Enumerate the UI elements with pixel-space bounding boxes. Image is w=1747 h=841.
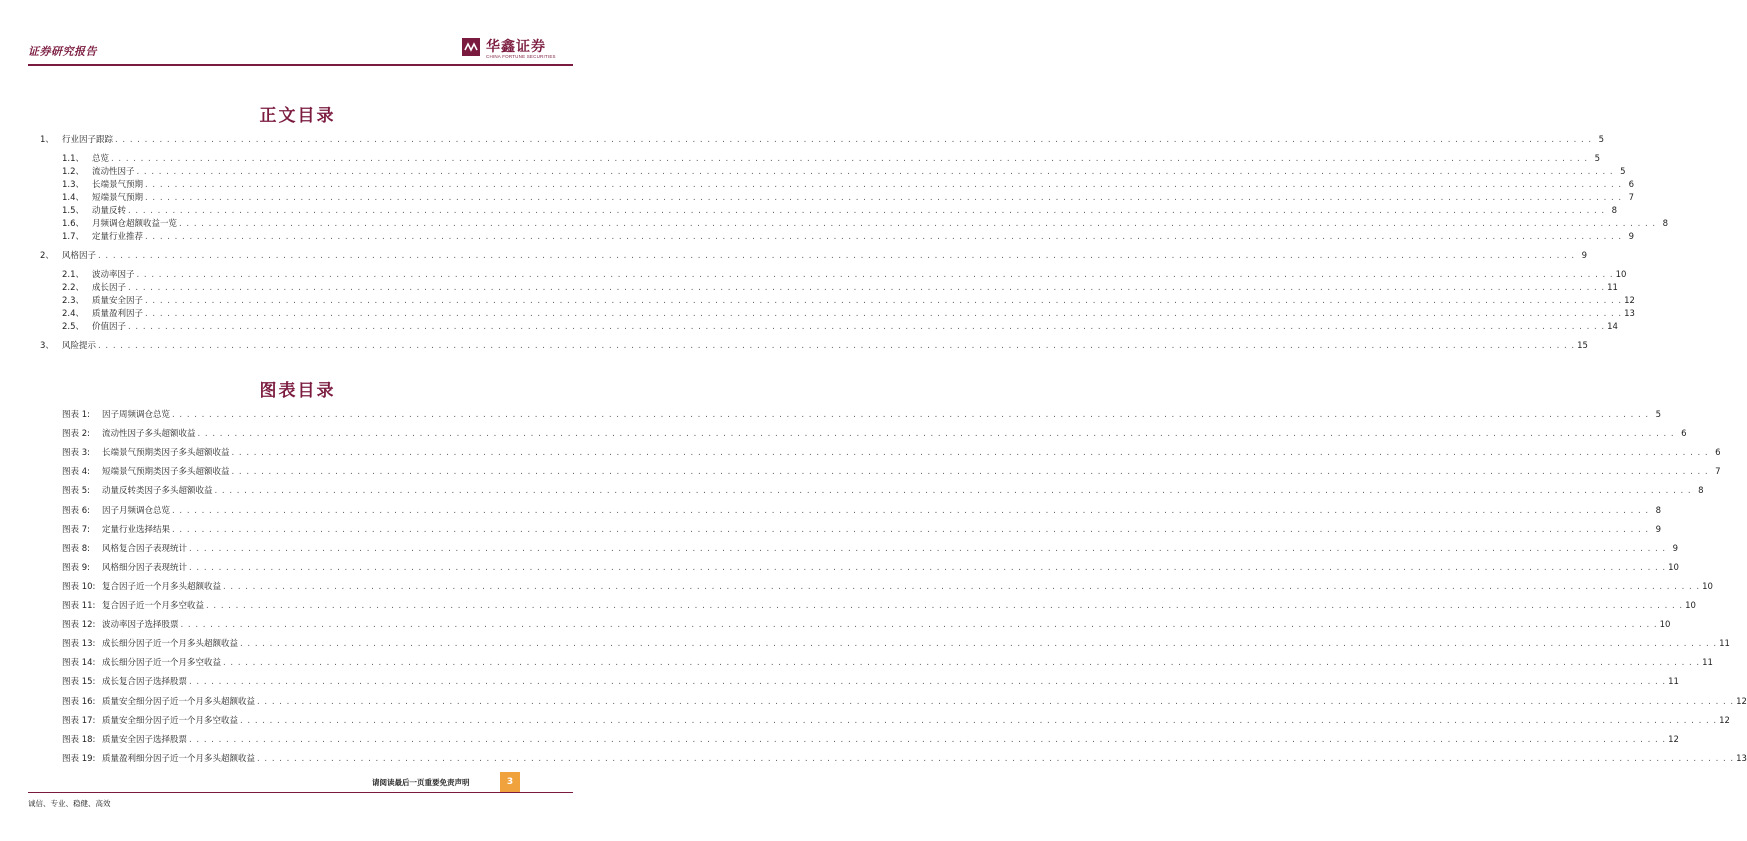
figure-entry-label: 定量行业选择结果 (102, 524, 171, 535)
toc-leader-dots: . . . . . . . . . . . . . . . . . . . . . . . . . . . . . . . . . . . . . . . . . . . . . . . . . . . . . . . . . . . . . . . . . . . . . . . . . . . . . . . . . . . . . . . . . . . . . . . . . . . . . . . . . . . . . . . . . . . . . . . . . . . . . . . . . . . . . . . . . . . . . . . . . . . . . . . . . . . . . . . . . . . . . . . . . . . . . . . . . . . . . . . . . . . . . . . . . . . . . . . . (98, 341, 1576, 351)
toc-entry-page: 5 (1620, 167, 1626, 177)
toc-entry-page: 5 (1594, 154, 1601, 164)
toc-entry-number: 1.2、 (62, 167, 85, 177)
company-logo (462, 36, 572, 64)
toc-entry[interactable] (62, 165, 1626, 177)
figure-entry-label: 成长细分因子近一个月多头超额收益 (102, 639, 239, 650)
toc-entry-label: 波动率因子 (92, 270, 135, 280)
figure-leader-dots: . . . . . . . . . . . . . . . . . . . . . . . . . . . . . . . . . . . . . . . . . . . . . . . . . . . . . . . . . . . . . . . . . . . . . . . . . . . . . . . . . . . . . . . . . . . . . . . . . . . . . . . . . . . . . . . . . . . . . . . . . . . . . . . . . . . . . . . . . . . . . . . . . . . . . . . . . . . . . . . . . . . . . . . . . . . . . . . . . . . . . . . . . . . . . . . . . . . . . . . . (257, 696, 1735, 707)
toc-leader-dots: . . . . . . . . . . . . . . . . . . . . . . . . . . . . . . . . . . . . . . . . . . . . . . . . . . . . . . . . . . . . . . . . . . . . . . . . . . . . . . . . . . . . . . . . . . . . . . . . . . . . . . . . . . . . . . . . . . . . . . . . . . . . . . . . . . . . . . . . . . . . . . . . . . . . . . . . . . . . . . . . . . . . . . . . . . . . . . . . . . . . . . . . . . . . . . . . . . . . . . . . (98, 251, 1576, 261)
toc-entry-number: 1.4、 (62, 193, 85, 203)
toc-entry[interactable] (62, 178, 1635, 190)
figure-entry-label: 质量盈利细分因子近一个月多头超额收益 (102, 753, 256, 764)
figure-entry[interactable] (62, 504, 1662, 516)
figure-entry-page: 10 (1659, 620, 1671, 631)
figure-entry-label: 风格细分因子表现统计 (102, 562, 188, 573)
figure-list-title: 图表目录 (259, 381, 336, 401)
toc-entry[interactable] (62, 268, 1627, 280)
figure-leader-dots: . . . . . . . . . . . . . . . . . . . . . . . . . . . . . . . . . . . . . . . . . . . . . . . . . . . . . . . . . . . . . . . . . . . . . . . . . . . . . . . . . . . . . . . . . . . . . . . . . . . . . . . . . . . . . . . . . . . . . . . . . . . . . . . . . . . . . . . . . . . . . . . . . . . . . . . . . . . . . . . . . . . . . . . . . . . . . . . . . . . . . . . . . . . . . . . . . . . . . . . . (231, 467, 1709, 478)
figure-entry-number: 图表 15: (62, 677, 96, 688)
figure-entry-label: 质量安全因子选择股票 (102, 734, 188, 745)
toc-entry-number: 2.1、 (62, 270, 85, 280)
toc-entry-label: 行业因子跟踪 (62, 135, 114, 145)
page-number-badge: 3 (500, 772, 520, 792)
toc-entry-page: 5 (1598, 135, 1605, 145)
company-slogan: 诚信、专业、稳健、高效 (28, 799, 111, 808)
figure-entry[interactable] (62, 733, 1679, 745)
toc-entry[interactable] (40, 339, 1588, 351)
figure-entry-number: 图表 4: (62, 467, 90, 478)
toc-entry-label: 质量安全因子 (92, 296, 144, 306)
toc-entry[interactable] (62, 281, 1618, 293)
figure-leader-dots: . . . . . . . . . . . . . . . . . . . . . . . . . . . . . . . . . . . . . . . . . . . . . . . . . . . . . . . . . . . . . . . . . . . . . . . . . . . . . . . . . . . . . . . . . . . . . . . . . . . . . . . . . . . . . . . . . . . . . . . . . . . . . . . . . . . . . . . . . . . . . . . . . . . . . . . . . . . . . . . . . . . . . . . . . . . . . . . . . . . . . . . . . . . . . . . . . . . . . . . . (189, 677, 1667, 688)
figure-entry-page: 5 (1655, 410, 1662, 420)
figure-leader-dots: . . . . . . . . . . . . . . . . . . . . . . . . . . . . . . . . . . . . . . . . . . . . . . . . . . . . . . . . . . . . . . . . . . . . . . . . . . . . . . . . . . . . . . . . . . . . . . . . . . . . . . . . . . . . . . . . . . . . . . . . . . . . . . . . . . . . . . . . . . . . . . . . . . . . . . . . . . . . . . . . . . . . . . . . . . . . . . . . . . . . . . . . . . . . . . . . . . . . . . . . (240, 715, 1718, 726)
figure-entry-number: 图表 12: (62, 620, 96, 631)
toc-entry[interactable] (40, 249, 1588, 261)
toc-entry-page: 11 (1607, 283, 1618, 293)
toc-entry[interactable] (62, 294, 1635, 306)
figure-entry[interactable] (62, 465, 1721, 478)
toc-leader-dots: . . . . . . . . . . . . . . . . . . . . . . . . . . . . . . . . . . . . . . . . . . . . . . . . . . . . . . . . . . . . . . . . . . . . . . . . . . . . . . . . . . . . . . . . . . . . . . . . . . . . . . . . . . . . . . . . . . . . . . . . . . . . . . . . . . . . . . . . . . . . . . . . . . . . . . . . . . . . . . . . . . . . . . . . . . . . . . . . . . . . . . . . . . . . . . . . . . . . . . . . (145, 193, 1623, 203)
toc-entry[interactable] (62, 217, 1669, 229)
toc-entry-label: 风险提示 (62, 341, 97, 351)
toc-entry-number: 2.4、 (62, 309, 85, 319)
figure-entry-label: 动量反转类因子多头超额收益 (102, 486, 213, 497)
toc-entry-number: 2、 (40, 251, 54, 261)
figure-leader-dots: . . . . . . . . . . . . . . . . . . . . . . . . . . . . . . . . . . . . . . . . . . . . . . . . . . . . . . . . . . . . . . . . . . . . . . . . . . . . . . . . . . . . . . . . . . . . . . . . . . . . . . . . . . . . . . . . . . . . . . . . . . . . . . . . . . . . . . . . . . . . . . . . . . . . . . . . . . . . . . . . . . . . . . . . . . . . . . . . . . . . . . . . . . . . . . . . . . . . . . . . (189, 543, 1667, 554)
figure-entry-label: 因子周频调仓总览 (102, 410, 171, 420)
figure-entry-number: 图表 5: (62, 486, 90, 497)
figure-entry[interactable] (62, 675, 1679, 688)
figure-entry-page: 12 (1668, 734, 1679, 745)
figure-leader-dots: . . . . . . . . . . . . . . . . . . . . . . . . . . . . . . . . . . . . . . . . . . . . . . . . . . . . . . . . . . . . . . . . . . . . . . . . . . . . . . . . . . . . . . . . . . . . . . . . . . . . . . . . . . . . . . . . . . . . . . . . . . . . . . . . . . . . . . . . . . . . . . . . . . . . . . . . . . . . . . . . . . . . . . . . . . . . . . . . . . . . . . . . . . . . . . . . . . . . . . . . (189, 562, 1667, 573)
toc-entry[interactable] (62, 307, 1635, 319)
toc-leader-dots: . . . . . . . . . . . . . . . . . . . . . . . . . . . . . . . . . . . . . . . . . . . . . . . . . . . . . . . . . . . . . . . . . . . . . . . . . . . . . . . . . . . . . . . . . . . . . . . . . . . . . . . . . . . . . . . . . . . . . . . . . . . . . . . . . . . . . . . . . . . . . . . . . . . . . . . . . . . . . . . . . . . . . . . . . . . . . . . . . . . . . . . . . . . . . . . . . . . . . . . . (128, 206, 1606, 216)
toc-entry-label: 长端景气预期 (92, 180, 144, 190)
figure-leader-dots: . . . . . . . . . . . . . . . . . . . . . . . . . . . . . . . . . . . . . . . . . . . . . . . . . . . . . . . . . . . . . . . . . . . . . . . . . . . . . . . . . . . . . . . . . . . . . . . . . . . . . . . . . . . . . . . . . . . . . . . . . . . . . . . . . . . . . . . . . . . . . . . . . . . . . . . . . . . . . . . . . . . . . . . . . . . . . . . . . . . . . . . . . . . . . . . . . . . . . . . . (223, 581, 1701, 592)
toc-entry-label: 流动性因子 (92, 167, 135, 177)
figure-entry-number: 图表 1: (62, 410, 90, 420)
figure-entry-page: 10 (1685, 601, 1696, 611)
toc-entry[interactable] (62, 320, 1618, 332)
figure-entry-label: 复合因子近一个月多空收益 (102, 601, 205, 611)
toc-entry-label: 短端景气预期 (92, 193, 144, 203)
toc-entry-label: 月频调仓超额收益一览 (92, 219, 178, 229)
figure-entry-label: 质量安全细分因子近一个月多头超额收益 (102, 696, 256, 707)
toc-entry-number: 1.1、 (62, 154, 85, 164)
toc-title: 正文目录 (259, 106, 336, 126)
toc-leader-dots: . . . . . . . . . . . . . . . . . . . . . . . . . . . . . . . . . . . . . . . . . . . . . . . . . . . . . . . . . . . . . . . . . . . . . . . . . . . . . . . . . . . . . . . . . . . . . . . . . . . . . . . . . . . . . . . . . . . . . . . . . . . . . . . . . . . . . . . . . . . . . . . . . . . . . . . . . . . . . . . . . . . . . . . . . . . . . . . . . . . . . . . . . . . . . . . . . . . . . . . . (145, 232, 1623, 242)
toc-entry-number: 1.7、 (62, 232, 85, 242)
figure-leader-dots: . . . . . . . . . . . . . . . . . . . . . . . . . . . . . . . . . . . . . . . . . . . . . . . . . . . . . . . . . . . . . . . . . . . . . . . . . . . . . . . . . . . . . . . . . . . . . . . . . . . . . . . . . . . . . . . . . . . . . . . . . . . . . . . . . . . . . . . . . . . . . . . . . . . . . . . . . . . . . . . . . . . . . . . . . . . . . . . . . . . . . . . . . . . . . . . . . . . . . . . . (223, 658, 1701, 669)
figure-entry-number: 图表 2: (62, 429, 90, 440)
toc-entry-number: 1、 (40, 135, 54, 145)
toc-leader-dots: . . . . . . . . . . . . . . . . . . . . . . . . . . . . . . . . . . . . . . . . . . . . . . . . . . . . . . . . . . . . . . . . . . . . . . . . . . . . . . . . . . . . . . . . . . . . . . . . . . . . . . . . . . . . . . . . . . . . . . . . . . . . . . . . . . . . . . . . . . . . . . . . . . . . . . . . . . . . . . . . . . . . . . . . . . . . . . . . . . . . . . . . . . . . . . . . . . . . . . . . (145, 180, 1623, 190)
figure-entry-number: 图表 10: (62, 581, 96, 592)
toc-entry-page: 12 (1624, 296, 1635, 306)
toc-entry-page: 15 (1577, 341, 1588, 351)
figure-entry-page: 10 (1668, 562, 1679, 573)
toc-entry[interactable] (62, 230, 1635, 242)
toc-entry-number: 2.5、 (62, 322, 85, 332)
toc-entry-number: 1.5、 (62, 206, 85, 216)
figure-entry[interactable] (62, 695, 1747, 707)
figure-entry-page: 11 (1702, 658, 1713, 669)
figure-leader-dots: . . . . . . . . . . . . . . . . . . . . . . . . . . . . . . . . . . . . . . . . . . . . . . . . . . . . . . . . . . . . . . . . . . . . . . . . . . . . . . . . . . . . . . . . . . . . . . . . . . . . . . . . . . . . . . . . . . . . . . . . . . . . . . . . . . . . . . . . . . . . . . . . . . . . . . . . . . . . . . . . . . . . . . . . . . . . . . . . . . . . . . . . . . . . . . . . . . . . . . . . (214, 486, 1692, 497)
figure-entry-page: 12 (1719, 715, 1730, 726)
figure-entry-page: 10 (1702, 581, 1713, 592)
figure-entry-page: 6 (1715, 448, 1721, 459)
toc-leader-dots: . . . . . . . . . . . . . . . . . . . . . . . . . . . . . . . . . . . . . . . . . . . . . . . . . . . . . . . . . . . . . . . . . . . . . . . . . . . . . . . . . . . . . . . . . . . . . . . . . . . . . . . . . . . . . . . . . . . . . . . . . . . . . . . . . . . . . . . . . . . . . . . . . . . . . . . . . . . . . . . . . . . . . . . . . . . . . . . . . . . . . . . . . . . . . . . . . . . . . . . . (115, 135, 1593, 145)
figure-entry-number: 图表 6: (62, 505, 90, 516)
figure-entry-label: 成长复合因子选择股票 (102, 677, 188, 688)
figure-entry-label: 长端景气预期类因子多头超额收益 (102, 448, 230, 459)
disclaimer-note: 请阅读最后一页重要免责声明 (372, 778, 470, 787)
footer-divider (28, 792, 573, 793)
figure-entry-page: 13 (1736, 753, 1747, 764)
figure-leader-dots: . . . . . . . . . . . . . . . . . . . . . . . . . . . . . . . . . . . . . . . . . . . . . . . . . . . . . . . . . . . . . . . . . . . . . . . . . . . . . . . . . . . . . . . . . . . . . . . . . . . . . . . . . . . . . . . . . . . . . . . . . . . . . . . . . . . . . . . . . . . . . . . . . . . . . . . . . . . . . . . . . . . . . . . . . . . . . . . . . . . . . . . . . . . . . . . . . . . . . . . . (172, 505, 1650, 516)
figure-entry[interactable] (62, 523, 1662, 535)
toc-entry-page: 10 (1615, 270, 1627, 280)
toc-entry-label: 动量反转 (92, 206, 127, 216)
figure-entry-number: 图表 18: (62, 734, 96, 745)
figure-entry-label: 短端景气预期类因子多头超额收益 (102, 467, 230, 478)
figure-entry[interactable] (62, 561, 1679, 573)
figure-entry-number: 图表 19: (62, 753, 96, 764)
toc-entry-number: 1.3、 (62, 180, 85, 190)
figure-leader-dots: . . . . . . . . . . . . . . . . . . . . . . . . . . . . . . . . . . . . . . . . . . . . . . . . . . . . . . . . . . . . . . . . . . . . . . . . . . . . . . . . . . . . . . . . . . . . . . . . . . . . . . . . . . . . . . . . . . . . . . . . . . . . . . . . . . . . . . . . . . . . . . . . . . . . . . . . . . . . . . . . . . . . . . . . . . . . . . . . . . . . . . . . . . . . . . . . . . . . . . . . (206, 601, 1684, 611)
figure-entry[interactable] (62, 599, 1696, 611)
logo-mark-icon (462, 38, 480, 56)
toc-entry-page: 8 (1611, 206, 1618, 216)
toc-entry-page: 9 (1628, 232, 1635, 242)
figure-entry-number: 图表 9: (62, 562, 90, 573)
figure-entry[interactable] (62, 618, 1671, 631)
toc-entry-number: 1.6、 (62, 219, 85, 229)
figure-entry[interactable] (62, 580, 1713, 592)
figure-entry-page: 9 (1672, 543, 1679, 554)
figure-entry-number: 图表 7: (62, 524, 90, 535)
toc-leader-dots: . . . . . . . . . . . . . . . . . . . . . . . . . . . . . . . . . . . . . . . . . . . . . . . . . . . . . . . . . . . . . . . . . . . . . . . . . . . . . . . . . . . . . . . . . . . . . . . . . . . . . . . . . . . . . . . . . . . . . . . . . . . . . . . . . . . . . . . . . . . . . . . . . . . . . . . . . . . . . . . . . . . . . . . . . . . . . . . . . . . . . . . . . . . . . . . . . . . . . . . . (145, 296, 1623, 306)
toc-leader-dots: . . . . . . . . . . . . . . . . . . . . . . . . . . . . . . . . . . . . . . . . . . . . . . . . . . . . . . . . . . . . . . . . . . . . . . . . . . . . . . . . . . . . . . . . . . . . . . . . . . . . . . . . . . . . . . . . . . . . . . . . . . . . . . . . . . . . . . . . . . . . . . . . . . . . . . . . . . . . . . . . . . . . . . . . . . . . . . . . . . . . . . . . . . . . . . . . . . . . . . . . (179, 219, 1657, 229)
toc-entry[interactable] (62, 204, 1618, 216)
toc-leader-dots: . . . . . . . . . . . . . . . . . . . . . . . . . . . . . . . . . . . . . . . . . . . . . . . . . . . . . . . . . . . . . . . . . . . . . . . . . . . . . . . . . . . . . . . . . . . . . . . . . . . . . . . . . . . . . . . . . . . . . . . . . . . . . . . . . . . . . . . . . . . . . . . . . . . . . . . . . . . . . . . . . . . . . . . . . . . . . . . . . . . . . . . . . . . . . . . . . . . . . . . . (128, 283, 1606, 293)
figure-entry-label: 复合因子近一个月多头超额收益 (102, 581, 222, 592)
figure-entry[interactable] (62, 427, 1687, 440)
toc-entry-label: 风格因子 (62, 251, 97, 261)
figure-leader-dots: . . . . . . . . . . . . . . . . . . . . . . . . . . . . . . . . . . . . . . . . . . . . . . . . . . . . . . . . . . . . . . . . . . . . . . . . . . . . . . . . . . . . . . . . . . . . . . . . . . . . . . . . . . . . . . . . . . . . . . . . . . . . . . . . . . . . . . . . . . . . . . . . . . . . . . . . . . . . . . . . . . . . . . . . . . . . . . . . . . . . . . . . . . . . . . . . . . . . . . . . (189, 734, 1667, 745)
figure-entry[interactable] (62, 542, 1679, 554)
toc-entry[interactable] (40, 133, 1605, 145)
figure-leader-dots: . . . . . . . . . . . . . . . . . . . . . . . . . . . . . . . . . . . . . . . . . . . . . . . . . . . . . . . . . . . . . . . . . . . . . . . . . . . . . . . . . . . . . . . . . . . . . . . . . . . . . . . . . . . . . . . . . . . . . . . . . . . . . . . . . . . . . . . . . . . . . . . . . . . . . . . . . . . . . . . . . . . . . . . . . . . . . . . . . . . . . . . . . . . . . . . . . . . . . . . . (231, 448, 1709, 459)
figure-entry[interactable] (62, 408, 1662, 420)
toc-entry-number: 2.2、 (62, 283, 85, 293)
figure-entry-number: 图表 14: (62, 658, 96, 669)
report-type-label: 证券研究报告 (28, 45, 97, 58)
toc-entry-label: 质量盈利因子 (92, 309, 144, 319)
figure-entry-number: 图表 11: (62, 601, 96, 611)
figure-entry-number: 图表 8: (62, 543, 90, 554)
figure-entry-number: 图表 13: (62, 639, 96, 650)
figure-entry[interactable] (62, 446, 1721, 459)
toc-entry-number: 2.3、 (62, 296, 85, 306)
figure-leader-dots: . . . . . . . . . . . . . . . . . . . . . . . . . . . . . . . . . . . . . . . . . . . . . . . . . . . . . . . . . . . . . . . . . . . . . . . . . . . . . . . . . . . . . . . . . . . . . . . . . . . . . . . . . . . . . . . . . . . . . . . . . . . . . . . . . . . . . . . . . . . . . . . . . . . . . . . . . . . . . . . . . . . . . . . . . . . . . . . . . . . . . . . . . . . . . . . . . . . . . . . . (197, 429, 1675, 440)
figure-entry-label: 因子月频调仓总览 (102, 505, 171, 516)
figure-entry-number: 图表 16: (62, 696, 96, 707)
figure-entry-label: 波动率因子选择股票 (102, 620, 179, 631)
toc-entry-page: 6 (1628, 180, 1635, 190)
toc-entry-page: 7 (1628, 193, 1635, 203)
logo-english-text: CHINA FORTUNE SECURITIES (486, 54, 556, 59)
figure-entry-label: 质量安全细分因子近一个月多空收益 (102, 715, 239, 726)
figure-leader-dots: . . . . . . . . . . . . . . . . . . . . . . . . . . . . . . . . . . . . . . . . . . . . . . . . . . . . . . . . . . . . . . . . . . . . . . . . . . . . . . . . . . . . . . . . . . . . . . . . . . . . . . . . . . . . . . . . . . . . . . . . . . . . . . . . . . . . . . . . . . . . . . . . . . . . . . . . . . . . . . . . . . . . . . . . . . . . . . . . . . . . . . . . . . . . . . . . . . . . . . . . (257, 753, 1735, 764)
toc-entry-label: 成长因子 (92, 283, 127, 293)
figure-entry-page: 11 (1668, 677, 1679, 688)
toc-entry-page: 13 (1624, 309, 1635, 319)
toc-leader-dots: . . . . . . . . . . . . . . . . . . . . . . . . . . . . . . . . . . . . . . . . . . . . . . . . . . . . . . . . . . . . . . . . . . . . . . . . . . . . . . . . . . . . . . . . . . . . . . . . . . . . . . . . . . . . . . . . . . . . . . . . . . . . . . . . . . . . . . . . . . . . . . . . . . . . . . . . . . . . . . . . . . . . . . . . . . . . . . . . . . . . . . . . . . . . . . . . . . . . . . . . (145, 309, 1623, 319)
figure-entry-label: 风格复合因子表现统计 (102, 543, 188, 554)
figure-entry-page: 7 (1715, 467, 1721, 478)
toc-leader-dots: . . . . . . . . . . . . . . . . . . . . . . . . . . . . . . . . . . . . . . . . . . . . . . . . . . . . . . . . . . . . . . . . . . . . . . . . . . . . . . . . . . . . . . . . . . . . . . . . . . . . . . . . . . . . . . . . . . . . . . . . . . . . . . . . . . . . . . . . . . . . . . . . . . . . . . . . . . . . . . . . . . . . . . . . . . . . . . . . . . . . . . . . . . . . . . . . . . . . . . . . (128, 322, 1606, 332)
toc-entry-page: 9 (1581, 251, 1588, 261)
figure-entry-page: 6 (1681, 429, 1687, 440)
figure-entry-page: 8 (1698, 486, 1704, 497)
figure-entry-number: 图表 3: (62, 448, 90, 459)
toc-entry-page: 14 (1607, 322, 1618, 332)
figure-leader-dots: . . . . . . . . . . . . . . . . . . . . . . . . . . . . . . . . . . . . . . . . . . . . . . . . . . . . . . . . . . . . . . . . . . . . . . . . . . . . . . . . . . . . . . . . . . . . . . . . . . . . . . . . . . . . . . . . . . . . . . . . . . . . . . . . . . . . . . . . . . . . . . . . . . . . . . . . . . . . . . . . . . . . . . . . . . . . . . . . . . . . . . . . . . . . . . . . . . . . . . . . (240, 639, 1718, 650)
figure-entry-page: 8 (1655, 505, 1662, 516)
toc-entry-number: 3、 (40, 341, 54, 351)
figure-entry[interactable] (62, 637, 1730, 650)
header-divider (28, 64, 573, 66)
toc-entry-label: 总览 (92, 154, 110, 164)
figure-leader-dots: . . . . . . . . . . . . . . . . . . . . . . . . . . . . . . . . . . . . . . . . . . . . . . . . . . . . . . . . . . . . . . . . . . . . . . . . . . . . . . . . . . . . . . . . . . . . . . . . . . . . . . . . . . . . . . . . . . . . . . . . . . . . . . . . . . . . . . . . . . . . . . . . . . . . . . . . . . . . . . . . . . . . . . . . . . . . . . . . . . . . . . . . . . . . . . . . . . . . . . . . (172, 524, 1650, 535)
figure-entry[interactable] (62, 656, 1713, 669)
toc-entry[interactable] (62, 191, 1635, 203)
toc-leader-dots: . . . . . . . . . . . . . . . . . . . . . . . . . . . . . . . . . . . . . . . . . . . . . . . . . . . . . . . . . . . . . . . . . . . . . . . . . . . . . . . . . . . . . . . . . . . . . . . . . . . . . . . . . . . . . . . . . . . . . . . . . . . . . . . . . . . . . . . . . . . . . . . . . . . . . . . . . . . . . . . . . . . . . . . . . . . . . . . . . . . . . . . . . . . . . . . . . . . . . . . . (136, 167, 1614, 177)
figure-entry-page: 12 (1736, 696, 1747, 707)
figure-entry[interactable] (62, 484, 1704, 497)
figure-entry-label: 成长细分因子近一个月多空收益 (102, 658, 222, 669)
figure-entry[interactable] (62, 714, 1730, 726)
figure-entry-label: 流动性因子多头超额收益 (102, 429, 196, 440)
figure-leader-dots: . . . . . . . . . . . . . . . . . . . . . . . . . . . . . . . . . . . . . . . . . . . . . . . . . . . . . . . . . . . . . . . . . . . . . . . . . . . . . . . . . . . . . . . . . . . . . . . . . . . . . . . . . . . . . . . . . . . . . . . . . . . . . . . . . . . . . . . . . . . . . . . . . . . . . . . . . . . . . . . . . . . . . . . . . . . . . . . . . . . . . . . . . . . . . . . . . . . . . . . . (172, 410, 1650, 420)
toc-entry-label: 定量行业推荐 (92, 232, 144, 242)
toc-entry[interactable] (62, 152, 1601, 164)
logo-chinese-text: 华鑫证券 (486, 39, 546, 55)
toc-entry-label: 价值因子 (92, 322, 127, 332)
figure-entry-number: 图表 17: (62, 715, 96, 726)
toc-entry-page: 8 (1662, 219, 1669, 229)
figure-entry-page: 9 (1655, 524, 1662, 535)
toc-leader-dots: . . . . . . . . . . . . . . . . . . . . . . . . . . . . . . . . . . . . . . . . . . . . . . . . . . . . . . . . . . . . . . . . . . . . . . . . . . . . . . . . . . . . . . . . . . . . . . . . . . . . . . . . . . . . . . . . . . . . . . . . . . . . . . . . . . . . . . . . . . . . . . . . . . . . . . . . . . . . . . . . . . . . . . . . . . . . . . . . . . . . . . . . . . . . . . . . . . . . . . . . (136, 270, 1614, 280)
figure-entry[interactable] (62, 752, 1747, 764)
figure-entry-page: 11 (1719, 639, 1730, 650)
toc-leader-dots: . . . . . . . . . . . . . . . . . . . . . . . . . . . . . . . . . . . . . . . . . . . . . . . . . . . . . . . . . . . . . . . . . . . . . . . . . . . . . . . . . . . . . . . . . . . . . . . . . . . . . . . . . . . . . . . . . . . . . . . . . . . . . . . . . . . . . . . . . . . . . . . . . . . . . . . . . . . . . . . . . . . . . . . . . . . . . . . . . . . . . . . . . . . . . . . . . . . . . . . . (111, 154, 1589, 164)
figure-leader-dots: . . . . . . . . . . . . . . . . . . . . . . . . . . . . . . . . . . . . . . . . . . . . . . . . . . . . . . . . . . . . . . . . . . . . . . . . . . . . . . . . . . . . . . . . . . . . . . . . . . . . . . . . . . . . . . . . . . . . . . . . . . . . . . . . . . . . . . . . . . . . . . . . . . . . . . . . . . . . . . . . . . . . . . . . . . . . . . . . . . . . . . . . . . . . . . . . . . . . . . . . (180, 620, 1658, 631)
